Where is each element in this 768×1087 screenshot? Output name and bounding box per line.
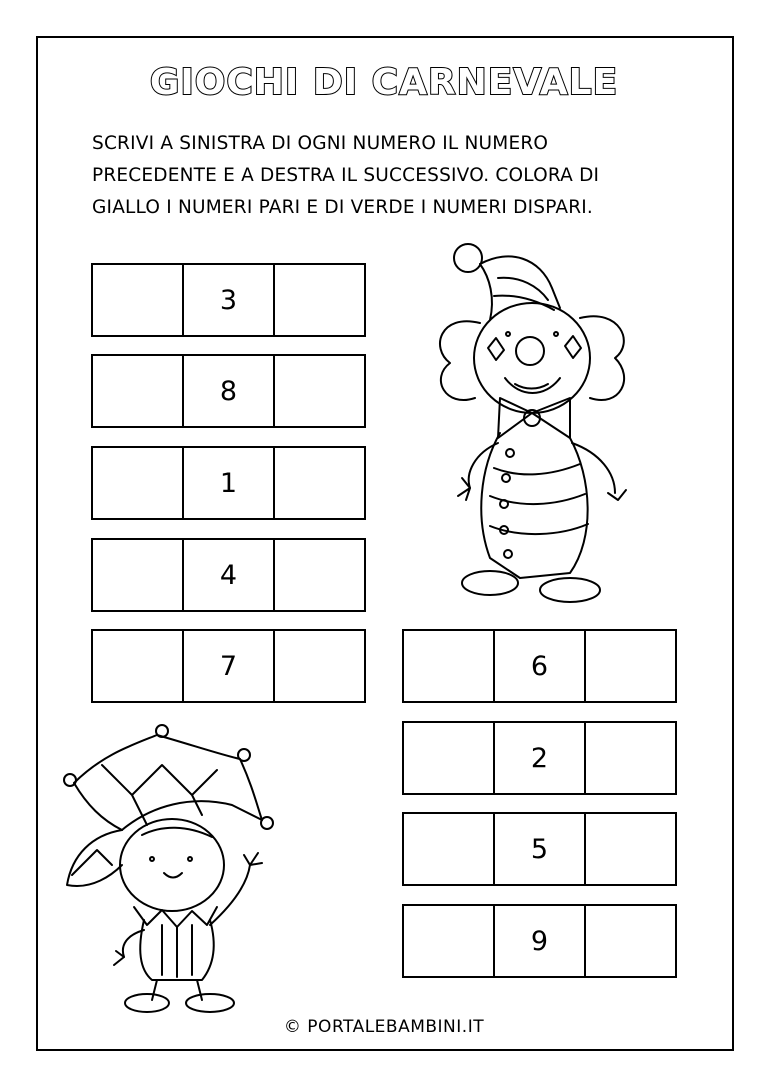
previous-number-box[interactable] (404, 631, 493, 701)
jester-illustration (52, 725, 292, 1015)
next-number-box[interactable] (273, 631, 364, 701)
clown-illustration (420, 238, 660, 618)
number-row-left-2 (91, 354, 366, 428)
previous-number-box[interactable] (404, 814, 493, 884)
instruction-line-3: GIALLO I NUMERI PARI E DI VERDE I NUMERI DISPARI. (92, 197, 594, 218)
next-number-box[interactable] (584, 906, 675, 976)
instruction-line-1: SCRIVI A SINISTRA DI OGNI NUMERO IL NUMERO (92, 133, 549, 154)
previous-number-box[interactable] (404, 723, 493, 793)
previous-number-box[interactable] (93, 356, 182, 426)
next-number-box[interactable] (273, 265, 364, 335)
given-number: 7 (182, 631, 273, 701)
previous-number-box[interactable] (93, 631, 182, 701)
footer-copyright: © PORTALEBAMBINI.IT (283, 1017, 485, 1037)
number-row-right-1 (402, 629, 677, 703)
given-number: 5 (493, 814, 584, 884)
given-number: 3 (182, 265, 273, 335)
given-number: 6 (493, 631, 584, 701)
number-row-left-1 (91, 263, 366, 337)
number-row-right-3 (402, 812, 677, 886)
worksheet-title: GIOCHI DI CARNEVALE (149, 62, 619, 103)
next-number-box[interactable] (273, 540, 364, 610)
given-number: 2 (493, 723, 584, 793)
next-number-box[interactable] (584, 814, 675, 884)
instructions (92, 128, 692, 224)
previous-number-box[interactable] (93, 265, 182, 335)
given-number: 4 (182, 540, 273, 610)
next-number-box[interactable] (584, 631, 675, 701)
number-row-right-2 (402, 721, 677, 795)
previous-number-box[interactable] (404, 906, 493, 976)
instruction-line-2: PRECEDENTE E A DESTRA IL SUCCESSIVO. COLORA DI (92, 165, 600, 186)
number-row-left-4 (91, 538, 366, 612)
next-number-box[interactable] (273, 448, 364, 518)
number-row-left-3 (91, 446, 366, 520)
next-number-box[interactable] (584, 723, 675, 793)
given-number: 8 (182, 356, 273, 426)
previous-number-box[interactable] (93, 540, 182, 610)
given-number: 9 (493, 906, 584, 976)
next-number-box[interactable] (273, 356, 364, 426)
number-row-left-5 (91, 629, 366, 703)
previous-number-box[interactable] (93, 448, 182, 518)
number-row-right-4 (402, 904, 677, 978)
given-number: 1 (182, 448, 273, 518)
